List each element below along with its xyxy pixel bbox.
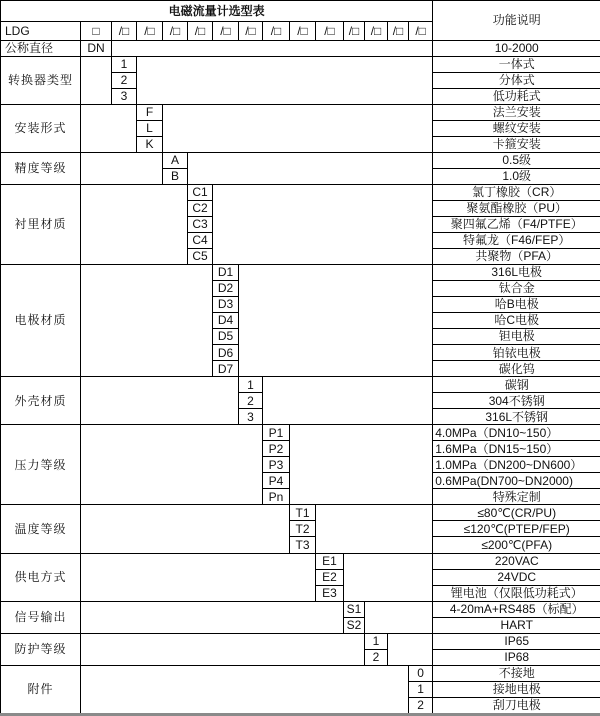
filler-cell — [137, 57, 433, 105]
option-code: E3 — [316, 585, 344, 601]
filler-cell — [81, 265, 213, 377]
model-code-slash-box: /□ — [188, 22, 213, 41]
function-desc: 法兰安装 — [433, 105, 600, 121]
function-desc: 304不锈钢 — [433, 393, 600, 409]
option-code: D7 — [213, 361, 239, 377]
category-label: 衬里材质 — [1, 185, 81, 265]
option-code: 2 — [112, 73, 137, 89]
function-desc: IP65 — [433, 633, 600, 649]
filler-cell — [81, 633, 365, 665]
category-label: 电极材质 — [1, 265, 81, 377]
model-code-slash-box: /□ — [388, 22, 409, 41]
function-desc: 0.5级 — [433, 153, 600, 169]
option-code: D2 — [213, 281, 239, 297]
function-desc: 1.0MPa（DN200~DN600） — [433, 457, 600, 473]
function-desc: 0.6MPa(DN700~DN2000) — [433, 473, 600, 489]
function-desc: 24VDC — [433, 569, 600, 585]
option-code: P1 — [263, 425, 290, 441]
function-desc: 锂电池（仅限低功耗式） — [433, 585, 600, 601]
option-code: D6 — [213, 345, 239, 361]
function-desc: 钛合金 — [433, 281, 600, 297]
function-desc: 1.6MPa（DN15~150） — [433, 441, 600, 457]
table-row — [1, 601, 600, 617]
table-row — [1, 633, 600, 649]
filler-cell — [163, 105, 433, 153]
table-title: 电磁流量计选型表 — [1, 1, 433, 22]
option-code: E2 — [316, 569, 344, 585]
function-desc: ≤200℃(PFA) — [433, 537, 600, 553]
option-code: D3 — [213, 297, 239, 313]
category-label-dn: 公称直径 — [1, 41, 81, 57]
model-code-slash-box: /□ — [112, 22, 137, 41]
filler-cell — [344, 553, 433, 601]
table-row — [1, 553, 600, 569]
table-row — [1, 153, 600, 169]
filler-cell — [112, 41, 433, 57]
filler-cell — [81, 153, 163, 185]
filler-cell — [188, 153, 433, 185]
filler-cell — [81, 105, 137, 153]
option-code: D1 — [213, 265, 239, 281]
table-row — [1, 425, 600, 441]
function-desc: 聚四氟乙烯（F4/PTFE） — [433, 217, 600, 233]
function-desc: IP68 — [433, 649, 600, 665]
function-desc: ≤120℃(PTEP/FEP) — [433, 521, 600, 537]
function-desc: 低功耗式 — [433, 89, 600, 105]
model-prefix: LDG — [1, 22, 81, 41]
option-code: 1 — [409, 681, 433, 697]
table-row — [1, 665, 600, 681]
option-code: T3 — [290, 537, 316, 553]
selection-table-body — [1, 1, 600, 715]
function-desc: 刮刀电极 — [433, 697, 600, 714]
category-label: 防护等级 — [1, 633, 81, 665]
category-label: 安装形式 — [1, 105, 81, 153]
filler-cell — [388, 633, 433, 665]
function-desc: 不接地 — [433, 665, 600, 681]
table-row — [1, 57, 600, 73]
filler-cell — [81, 185, 188, 265]
function-desc: 碳化钨 — [433, 361, 600, 377]
filler-cell — [81, 553, 316, 601]
option-code: E1 — [316, 553, 344, 569]
function-desc: 钽电极 — [433, 329, 600, 345]
filler-cell — [263, 377, 433, 425]
function-desc: HART — [433, 617, 600, 633]
option-code: D5 — [213, 329, 239, 345]
option-code: Pn — [263, 489, 290, 505]
function-desc: 316L不锈钢 — [433, 409, 600, 425]
category-label: 附件 — [1, 665, 81, 714]
category-label: 温度等级 — [1, 505, 81, 553]
model-code-slash-box: /□ — [239, 22, 263, 41]
filler-cell — [213, 185, 433, 265]
option-code: 2 — [409, 697, 433, 714]
table-row — [1, 505, 600, 521]
category-label: 转换器类型 — [1, 57, 81, 105]
filler-cell — [81, 505, 290, 553]
filler-cell — [81, 601, 344, 633]
function-desc: 316L电极 — [433, 265, 600, 281]
category-label: 外壳材质 — [1, 377, 81, 425]
function-column-header: 功能说明 — [433, 1, 600, 41]
option-code: 1 — [239, 377, 263, 393]
option-code: B — [163, 169, 188, 185]
option-code: T2 — [290, 521, 316, 537]
option-code: 2 — [239, 393, 263, 409]
category-label: 压力等级 — [1, 425, 81, 505]
function-desc: 聚氨酯橡胶（PU） — [433, 201, 600, 217]
model-code-slash-box: /□ — [409, 22, 433, 41]
function-desc: 共聚物（PFA） — [433, 249, 600, 265]
model-code-slash-box: /□ — [316, 22, 344, 41]
function-desc: 分体式 — [433, 73, 600, 89]
filler-cell — [290, 425, 433, 505]
option-code: S2 — [344, 617, 365, 633]
table-row — [1, 185, 600, 201]
table-row — [1, 377, 600, 393]
model-code-slash-box: /□ — [163, 22, 188, 41]
function-desc: 卡箍安装 — [433, 137, 600, 153]
filler-cell — [81, 377, 239, 425]
option-code: T1 — [290, 505, 316, 521]
function-desc: 特殊定制 — [433, 489, 600, 505]
dn-code: DN — [81, 41, 112, 57]
option-code: P3 — [263, 457, 290, 473]
function-desc: 碳钢 — [433, 377, 600, 393]
function-desc: 螺纹安装 — [433, 121, 600, 137]
function-desc: 4-20mA+RS485（标配） — [433, 601, 600, 617]
option-code: C4 — [188, 233, 213, 249]
table-row — [1, 105, 600, 121]
option-code: C2 — [188, 201, 213, 217]
category-label: 供电方式 — [1, 553, 81, 601]
table-row — [1, 265, 600, 281]
filler-cell — [81, 665, 409, 714]
model-code-slash-box: /□ — [344, 22, 365, 41]
option-code: 3 — [239, 409, 263, 425]
option-code: 0 — [409, 665, 433, 681]
category-label: 信号输出 — [1, 601, 81, 633]
option-code: 2 — [365, 649, 388, 665]
filler-cell — [365, 601, 433, 633]
option-code: P2 — [263, 441, 290, 457]
option-code: L — [137, 121, 163, 137]
category-label: 精度等级 — [1, 153, 81, 185]
option-code: 3 — [112, 89, 137, 105]
option-code: D4 — [213, 313, 239, 329]
function-desc: 氯丁橡胶（CR） — [433, 185, 600, 201]
option-code: C5 — [188, 249, 213, 265]
function-desc: 铂铱电极 — [433, 345, 600, 361]
option-code: 1 — [112, 57, 137, 73]
option-code: P4 — [263, 473, 290, 489]
function-desc: 220VAC — [433, 553, 600, 569]
model-code-slash-box: /□ — [290, 22, 316, 41]
function-desc: 10-2000 — [433, 41, 600, 57]
model-code-slash-box: /□ — [365, 22, 388, 41]
option-code: A — [163, 153, 188, 169]
model-code-box: □ — [81, 22, 112, 41]
function-desc: 哈B电极 — [433, 297, 600, 313]
model-code-slash-box: /□ — [137, 22, 163, 41]
option-code: C3 — [188, 217, 213, 233]
option-code: F — [137, 105, 163, 121]
option-code: S1 — [344, 601, 365, 617]
table-row — [1, 41, 600, 57]
function-desc: 1.0级 — [433, 169, 600, 185]
filler-cell — [239, 265, 433, 377]
function-desc: 一体式 — [433, 57, 600, 73]
table-row — [1, 1, 600, 22]
filler-cell — [81, 57, 112, 105]
filler-cell — [81, 425, 263, 505]
function-desc: 特氟龙（F46/FEP） — [433, 233, 600, 249]
function-desc: 接地电极 — [433, 681, 600, 697]
function-desc: 哈C电极 — [433, 313, 600, 329]
filler-cell — [316, 505, 433, 553]
option-code: C1 — [188, 185, 213, 201]
function-desc: ≤80℃(CR/PU) — [433, 505, 600, 521]
option-code: 1 — [365, 633, 388, 649]
model-code-slash-box: /□ — [263, 22, 290, 41]
function-desc: 4.0MPa（DN10~150） — [433, 425, 600, 441]
option-code: K — [137, 137, 163, 153]
model-code-slash-box: /□ — [213, 22, 239, 41]
